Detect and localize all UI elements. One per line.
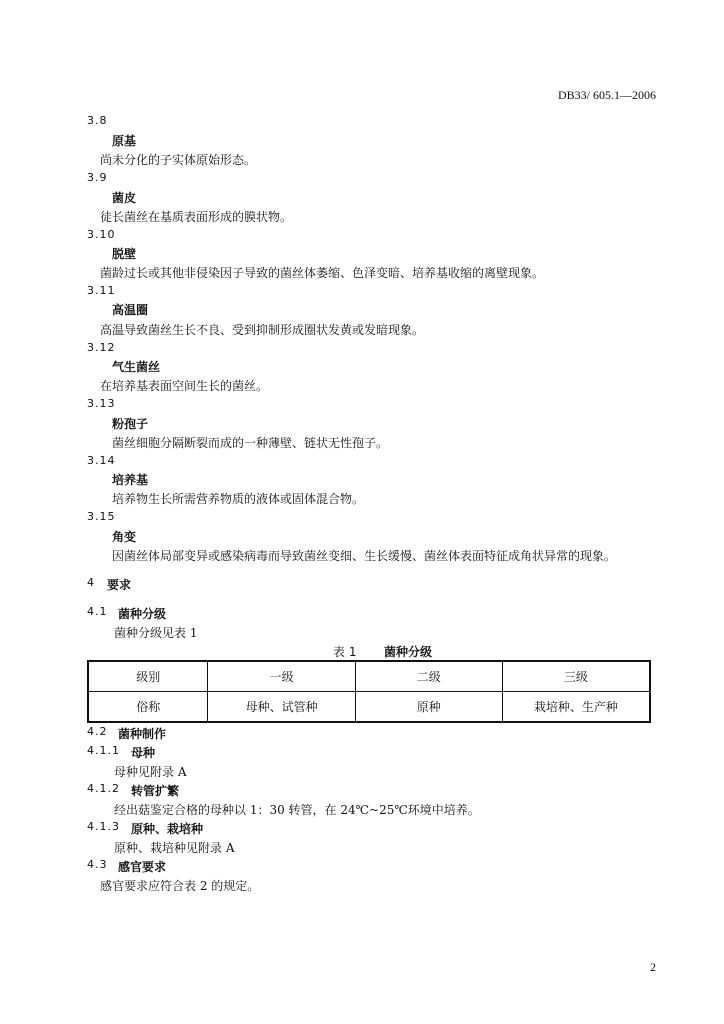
clause-number: 3.9 [87,171,108,184]
term-definition: 菌龄过长或其他非侵染因子导致的菌丝体萎缩、色泽变暗、培养基收缩的离壁现象。 [100,266,545,280]
term-definition: 尚未分化的子实体原始形态。 [100,153,257,167]
table-cell: 母种、试管种 [208,692,355,723]
clause-number: 3.15 [87,510,116,523]
clause-number: 3.14 [87,454,116,467]
term-definition: 菌丝细胞分隔断裂而成的一种薄壁、链状无性孢子。 [112,436,389,450]
term-title: 菌皮 [112,191,137,205]
clause-number: 3.11 [87,284,116,297]
term-title: 脱壁 [112,247,137,261]
table-row [88,692,650,723]
clause-number: 3.10 [87,228,116,241]
clause-text: 原种、栽培种见附录 A [114,841,235,855]
grade-table [87,660,651,723]
clause-number: 3.8 [87,114,108,127]
clause-number: 3.12 [87,341,116,354]
document-code: DB33/ 605.1—2006 [557,88,656,102]
term-title: 气生菌丝 [112,360,161,374]
table-cell: 俗称 [88,692,208,723]
term-definition: 在培养基表面空间生长的菌丝。 [100,379,269,393]
term-definition: 因菌丝体局部变异或感染病毒而导致菌丝变细、生长缓慢、菌丝体表面特征成角状异常的现象。 [112,549,617,563]
term-title: 培养基 [112,473,149,487]
table-cell: 原种 [355,692,502,723]
term-definition: 高温导致菌丝生长不良、受到抑制形成圈状发黄或发暗现象。 [100,323,425,337]
clause-title: 原种、栽培种 [131,822,204,836]
clause-text: 感官要求应符合表 2 的规定。 [100,879,260,893]
clause-title: 转管扩繁 [131,784,180,798]
clause-number: 4.1.1 [87,744,120,757]
term-title: 原基 [112,134,137,148]
table-caption-number: 表 1 [333,645,357,659]
clause-title: 感官要求 [118,860,167,874]
clause-text: 经出菇鉴定合格的母种以 1：30 转管，在 24℃~25℃环境中培养。 [114,803,480,817]
table-row [88,661,650,692]
clause-number: 4.1.2 [87,782,120,795]
clause-number: 4.2 [87,725,108,738]
term-title: 高温圈 [112,303,149,317]
clause-number: 4.1 [87,605,108,618]
term-definition: 培养物生长所需营养物质的液体或固体混合物。 [112,492,365,506]
section-title: 要求 [107,578,132,592]
clause-text: 母种见附录 A [114,765,187,779]
table-cell: 级别 [88,661,208,692]
clause-title: 母种 [131,746,156,760]
clause-title: 菌种制作 [118,727,167,741]
clause-title: 菌种分级 [118,607,167,621]
table-cell: 二级 [355,661,502,692]
section-number: 4 [87,576,95,589]
clause-text: 菌种分级见表 1 [114,626,198,640]
clause-number: 3.13 [87,397,116,410]
term-title: 角变 [112,530,137,544]
table-cell: 一级 [208,661,355,692]
table-cell: 栽培种、生产种 [502,692,650,723]
table-cell: 三级 [502,661,650,692]
clause-number: 4.1.3 [87,820,120,833]
table-caption-title: 菌种分级 [384,645,433,659]
term-definition: 徒长菌丝在基质表面形成的膜状物。 [100,210,293,224]
term-title: 粉孢子 [112,417,149,431]
clause-number: 4.3 [87,858,108,871]
page-number: 2 [650,960,656,974]
